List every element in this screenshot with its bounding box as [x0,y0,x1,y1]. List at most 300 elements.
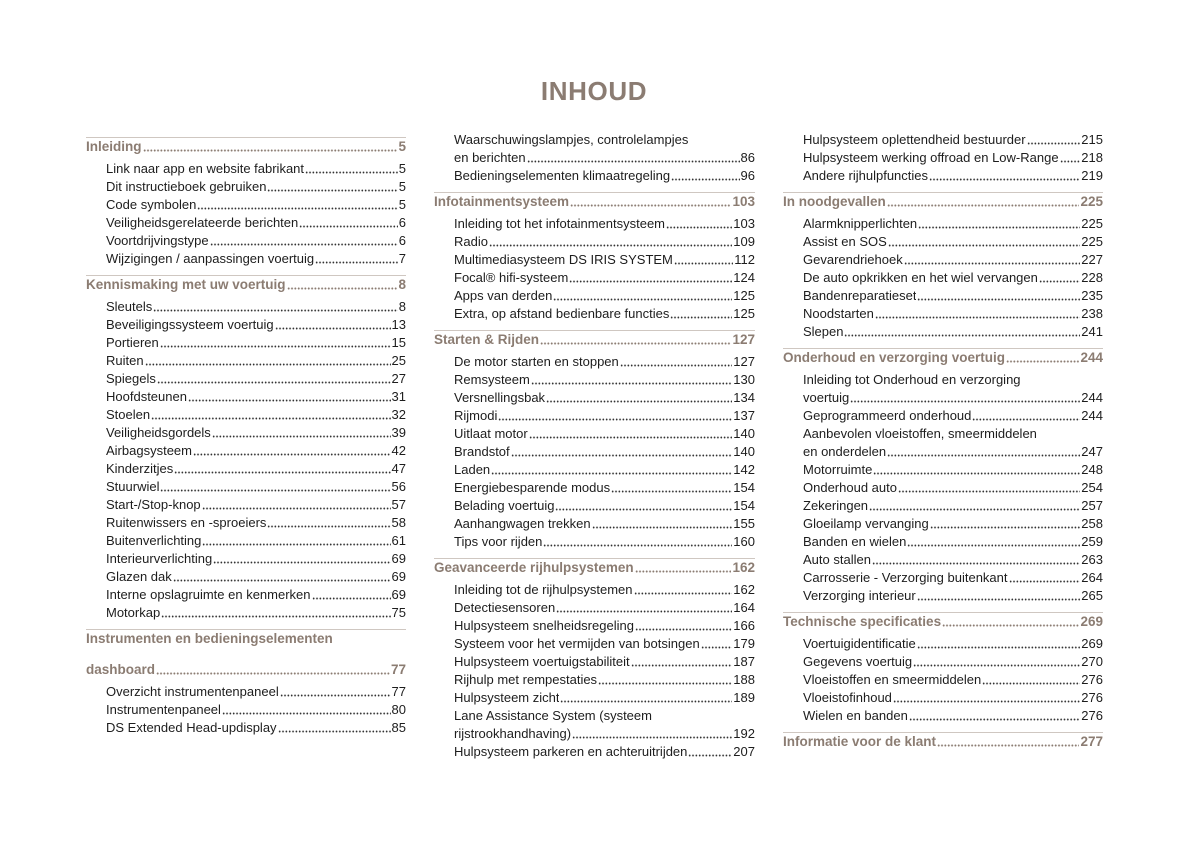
section-heading[interactable] [434,559,755,577]
entry-title: Start-/Stop-knop [106,497,201,512]
dot-leader [213,550,390,568]
section-title: Geavanceerde rijhulpsystemen [434,560,634,575]
toc-entry[interactable] [783,149,1103,167]
entry-title: Gegevens voertuig [803,654,913,669]
toc-entry[interactable] [783,323,1103,341]
page-number: 258 [1081,516,1103,531]
section-heading[interactable] [434,331,755,349]
dot-leader [193,442,391,460]
entry-title: Wijzigingen / aanpassingen voertuig [106,251,315,266]
toc-entry[interactable] [434,479,755,497]
entry-title: Slepen [803,324,844,339]
entry-title: Sleutels [106,299,153,314]
dot-leader [592,515,733,533]
toc-entry[interactable] [434,149,755,167]
page-number: 85 [391,720,406,735]
page-number: 247 [1081,444,1103,459]
section-heading[interactable] [86,661,406,679]
toc-entry[interactable] [783,551,1103,569]
page-number: 162 [733,582,755,597]
entry-title: Kinderzitjes [106,461,174,476]
page-number: 265 [1081,588,1103,603]
toc-entry[interactable] [783,251,1103,269]
toc-entry[interactable] [86,160,406,178]
entry-title: Overzicht instrumentenpaneel [106,684,279,699]
section-heading[interactable] [783,733,1103,751]
dot-leader [635,559,732,577]
toc-column-middle [434,131,755,761]
entry-title: Energiebesparende modus [454,480,611,495]
toc-entry[interactable] [783,671,1103,689]
dot-leader [918,215,1080,233]
entry-title: Bedieningselementen klimaatregeling [454,168,671,183]
entry-title: Andere rijhulpfuncties [803,168,929,183]
toc-entry[interactable] [86,604,406,622]
dot-leader [929,167,1080,185]
page-number: 276 [1081,708,1103,723]
dot-leader [917,287,1080,305]
page-title: INHOUD [540,76,648,106]
page-number: 227 [1081,252,1103,267]
entry-title: Tips voor rijden [454,534,543,549]
toc-entry[interactable] [783,407,1103,425]
toc-entry[interactable] [783,425,1103,443]
entry-title: Buitenverlichting [106,533,202,548]
dot-leader [275,316,391,334]
section-title: Technische specificaties [783,614,942,629]
toc-entry[interactable] [86,460,406,478]
toc-entry[interactable] [783,689,1103,707]
dot-leader [489,233,732,251]
entry-title: Instrumentenpaneel [106,702,221,717]
dot-leader [491,461,732,479]
page-number: 187 [733,654,755,669]
toc-entry[interactable] [783,653,1103,671]
dot-leader [904,251,1081,269]
entry-title: Gevarendriehoek [803,252,903,267]
dot-leader [153,298,398,316]
dot-leader [917,587,1081,605]
toc-entry[interactable] [434,305,755,323]
entry-title: Motorruimte [803,462,873,477]
dot-leader [1027,131,1081,149]
dot-leader [156,661,390,679]
page-number: 27 [391,371,406,386]
dot-leader [267,514,390,532]
toc-entry[interactable] [86,550,406,568]
toc-entry[interactable] [86,683,406,701]
toc-entry[interactable] [434,425,755,443]
entry-title: Apps van derden [454,288,553,303]
entry-title: Auto stallen [803,552,871,567]
entry-title: Aanbevolen vloeistoffen, smeermiddelen [803,426,1037,441]
entry-title: DS Extended Head-updisplay [106,720,277,735]
entry-title: Ruitenwissers en -sproeiers [106,515,267,530]
dot-leader [982,671,1080,689]
page-number: 244 [1081,390,1103,405]
toc-entry[interactable] [783,515,1103,533]
entry-title: Carrosserie - Verzorging buitenkant [803,570,1008,585]
entry-title: Portieren [106,335,159,350]
toc-entry[interactable] [783,707,1103,725]
toc-entry[interactable] [783,215,1103,233]
toc-entry[interactable] [434,617,755,635]
entry-title: en onderdelen [803,444,887,459]
page-number: 58 [391,515,406,530]
page-number: 32 [391,407,406,422]
toc-entry[interactable] [86,388,406,406]
entry-title: Geprogrammeerd onderhoud [803,408,972,423]
page-number: 103 [733,216,755,231]
dot-leader [197,196,397,214]
dot-leader [872,551,1080,569]
toc-entry[interactable] [434,725,755,743]
page-number: 140 [733,426,755,441]
toc-entry[interactable] [86,178,406,196]
toc-entry[interactable] [86,424,406,442]
page-number: 25 [391,353,406,368]
page-number: 207 [733,744,755,759]
page-number: 5 [398,161,406,176]
entry-title: voertuig [803,390,850,405]
dot-leader [972,407,1080,425]
toc-entry[interactable] [86,719,406,737]
dot-leader [887,193,1080,211]
dot-leader [631,653,733,671]
toc-entry[interactable] [783,131,1103,149]
toc-entry[interactable] [86,352,406,370]
section-heading[interactable] [783,613,1103,631]
toc-entry[interactable] [434,599,755,617]
entry-title: Waarschuwingslampjes, controlelampjes [454,132,689,147]
dot-leader [498,407,732,425]
page-number: 179 [733,636,755,651]
section-title: Inleiding [86,139,142,154]
toc-entry[interactable] [86,214,406,232]
toc-entry[interactable] [783,269,1103,287]
page-number: 269 [1081,636,1103,651]
dot-leader [278,719,391,737]
page-number: 238 [1081,306,1103,321]
page-number: 264 [1081,570,1103,585]
page-number: 42 [391,443,406,458]
toc-entry[interactable] [434,215,755,233]
toc-entry[interactable] [86,532,406,550]
dot-leader [212,424,391,442]
dot-leader [634,581,733,599]
entry-title: Onderhoud auto [803,480,897,495]
toc-entry[interactable] [434,353,755,371]
toc-entry[interactable] [783,371,1103,389]
entry-title: Rijmodi [454,408,498,423]
toc-entry[interactable] [86,496,406,514]
dot-leader [305,160,398,178]
dot-leader [671,167,739,185]
toc-entry[interactable] [86,586,406,604]
dot-leader [930,515,1081,533]
page-number: 142 [733,462,755,477]
toc-entry[interactable] [86,514,406,532]
page-number: 96 [740,168,755,183]
entry-title: Radio [454,234,488,249]
entry-title: Brandstof [454,444,510,459]
page-number: 276 [1081,672,1103,687]
page-number: 225 [1081,234,1103,249]
page-number: 192 [733,726,755,741]
dot-leader [869,497,1080,515]
dot-leader [909,707,1080,725]
dot-leader [844,323,1080,341]
toc-entry[interactable] [783,305,1103,323]
dot-leader [157,370,391,388]
dot-leader [287,276,398,294]
entry-title: Wielen en banden [803,708,908,723]
dot-leader [315,250,398,268]
page-number: 6 [398,233,406,248]
section-title: Onderhoud en verzorging voertuig [783,350,1006,365]
toc-entry[interactable] [434,269,755,287]
page-number: 125 [733,288,755,303]
page-number: 8 [398,277,406,292]
page-number: 80 [391,702,406,717]
dot-leader [572,725,732,743]
dot-leader [937,733,1079,751]
toc-entry[interactable] [86,701,406,719]
page-number: 248 [1081,462,1103,477]
dot-leader [160,478,390,496]
toc-entry[interactable] [434,131,755,149]
toc-entry[interactable] [434,743,755,761]
page-number: 124 [733,270,755,285]
toc-entry[interactable] [434,443,755,461]
page-number: 244 [1081,408,1103,423]
toc-entry[interactable] [434,461,755,479]
entry-title: Hulpsysteem oplettendheid bestuurder [803,132,1026,147]
toc-entry[interactable] [783,569,1103,587]
dot-leader [887,443,1080,461]
entry-title: Hulpsysteem parkeren en achteruitrijden [454,744,688,759]
toc-entry[interactable] [434,407,755,425]
entry-title: Verzorging interieur [803,588,916,603]
toc-entry[interactable] [783,479,1103,497]
dot-leader [1009,569,1081,587]
toc-entry[interactable] [434,689,755,707]
dot-leader [893,689,1080,707]
entry-title: Interne opslagruimte en kenmerken [106,587,311,602]
dot-leader [674,251,733,269]
page-number: 277 [1080,734,1103,749]
toc-entry[interactable] [434,515,755,533]
dot-leader [540,331,731,349]
entry-title: Gloeilamp vervanging [803,516,929,531]
dot-leader [151,406,390,424]
dot-leader [145,352,391,370]
toc-entry[interactable] [434,653,755,671]
toc-entry[interactable] [783,497,1103,515]
toc-entry[interactable] [86,196,406,214]
entry-title: Focal® hifi-systeem [454,270,569,285]
page-number: 61 [391,533,406,548]
toc-entry[interactable] [783,461,1103,479]
entry-title: Systeem voor het vermijden van botsingen [454,636,700,651]
page-number: 269 [1080,614,1103,629]
page-number: 69 [391,587,406,602]
dot-leader [161,604,390,622]
page-number: 228 [1081,270,1103,285]
section-title: Informatie voor de klant [783,734,937,749]
page-number: 77 [390,662,406,677]
toc-entry[interactable] [434,635,755,653]
toc-entry[interactable] [434,497,755,515]
dot-leader [1006,349,1079,367]
toc-entry[interactable] [783,287,1103,305]
section-title: Starten & Rijden [434,332,540,347]
toc-entry[interactable] [783,233,1103,251]
toc-entry[interactable] [434,533,755,551]
dot-leader [620,353,733,371]
page-number: 164 [733,600,755,615]
page-number: 15 [391,335,406,350]
page-number: 188 [733,672,755,687]
toc-entry[interactable] [434,287,755,305]
toc-entry[interactable] [434,389,755,407]
page-number: 77 [391,684,406,699]
dot-leader [598,671,732,689]
page-number: 257 [1081,498,1103,513]
page-number: 56 [391,479,406,494]
dot-leader [202,496,391,514]
toc-entry[interactable] [783,443,1103,461]
dot-leader [210,232,398,250]
toc-entry[interactable] [86,250,406,268]
section-heading[interactable] [86,630,406,648]
page-number: 5 [398,139,406,154]
dot-leader [666,215,732,233]
page-number: 125 [733,306,755,321]
toc-entry[interactable] [434,581,755,599]
page-number: 57 [391,497,406,512]
page-number: 263 [1081,552,1103,567]
page-number: 218 [1081,150,1103,165]
dot-leader [511,443,733,461]
page-number: 219 [1081,168,1103,183]
entry-title: Uitlaat motor [454,426,528,441]
entry-title: Glazen dak [106,569,172,584]
entry-title: Veiligheidsgerelateerde berichten [106,215,299,230]
section-heading[interactable] [86,138,406,156]
entry-title: Link naar app en website fabrikant [106,161,305,176]
toc-entry[interactable] [434,371,755,389]
toc-entry[interactable] [86,316,406,334]
page-number: 103 [732,194,755,209]
page-number: 7 [398,251,406,266]
dot-leader [267,178,397,196]
toc-entry[interactable] [86,232,406,250]
page-number: 259 [1081,534,1103,549]
entry-title: Remsysteem [454,372,530,387]
page-number: 134 [733,390,755,405]
section-heading[interactable] [783,349,1103,367]
toc-entry[interactable] [783,389,1103,407]
entry-title: Stoelen [106,407,151,422]
entry-title: Hulpsysteem werking offroad en Low-Range [803,150,1059,165]
section-heading[interactable] [434,193,755,211]
toc-entry[interactable] [86,334,406,352]
toc-entry[interactable] [86,568,406,586]
page-number: 154 [733,480,755,495]
dot-leader [529,425,733,443]
entry-title: Stuurwiel [106,479,160,494]
page-number: 154 [733,498,755,513]
page-number: 5 [398,197,406,212]
section-heading[interactable] [783,193,1103,211]
toc-entry[interactable] [434,167,755,185]
toc-entry[interactable] [86,406,406,424]
dot-leader [917,635,1081,653]
dot-leader [556,599,732,617]
section-title: Kennismaking met uw voertuig [86,277,286,292]
page-number: 109 [733,234,755,249]
entry-title: Interieurverlichting [106,551,213,566]
toc-entry[interactable] [86,298,406,316]
page-number: 127 [733,354,755,369]
dot-leader [299,214,398,232]
entry-title: Spiegels [106,371,156,386]
dot-leader [570,193,731,211]
toc-entry[interactable] [434,251,755,269]
toc-entry[interactable] [434,707,755,725]
page-number: 13 [391,317,406,332]
toc-entry[interactable] [783,533,1103,551]
toc-column-left [86,130,406,737]
dot-leader [1060,149,1081,167]
entry-title: Airbagsysteem [106,443,192,458]
dot-leader [569,269,732,287]
dot-leader [635,617,732,635]
page-number: 140 [733,444,755,459]
dot-leader [942,613,1079,631]
entry-title: De auto opkrikken en het wiel vervangen [803,270,1038,285]
page-number: 47 [391,461,406,476]
entry-title: Versnellingsbak [454,390,546,405]
entry-title: Laden [454,462,491,477]
entry-title: Code symbolen [106,197,197,212]
page-number: 155 [733,516,755,531]
page-number: 160 [733,534,755,549]
section-heading[interactable] [86,276,406,294]
page-number: 244 [1080,350,1103,365]
toc-entry[interactable] [434,671,755,689]
dot-leader [1039,269,1080,287]
page-number: 166 [733,618,755,633]
toc-entry[interactable] [434,233,755,251]
toc-entry[interactable] [86,370,406,388]
toc-entry[interactable] [783,167,1103,185]
dot-leader [546,389,732,407]
toc-entry[interactable] [86,478,406,496]
toc-entry[interactable] [783,587,1103,605]
section-title: Infotainmentsysteem [434,194,570,209]
page-number: 5 [398,179,406,194]
entry-title: Voortdrijvingstype [106,233,209,248]
entry-title: Inleiding tot Onderhoud en verzorging [803,372,1021,387]
toc-entry[interactable] [783,635,1103,653]
entry-title: Aanhangwagen trekken [454,516,591,531]
dot-leader [611,479,732,497]
toc-entry[interactable] [86,442,406,460]
entry-title: Rijhulp met rempestaties [454,672,598,687]
entry-title: Zekeringen [803,498,869,513]
